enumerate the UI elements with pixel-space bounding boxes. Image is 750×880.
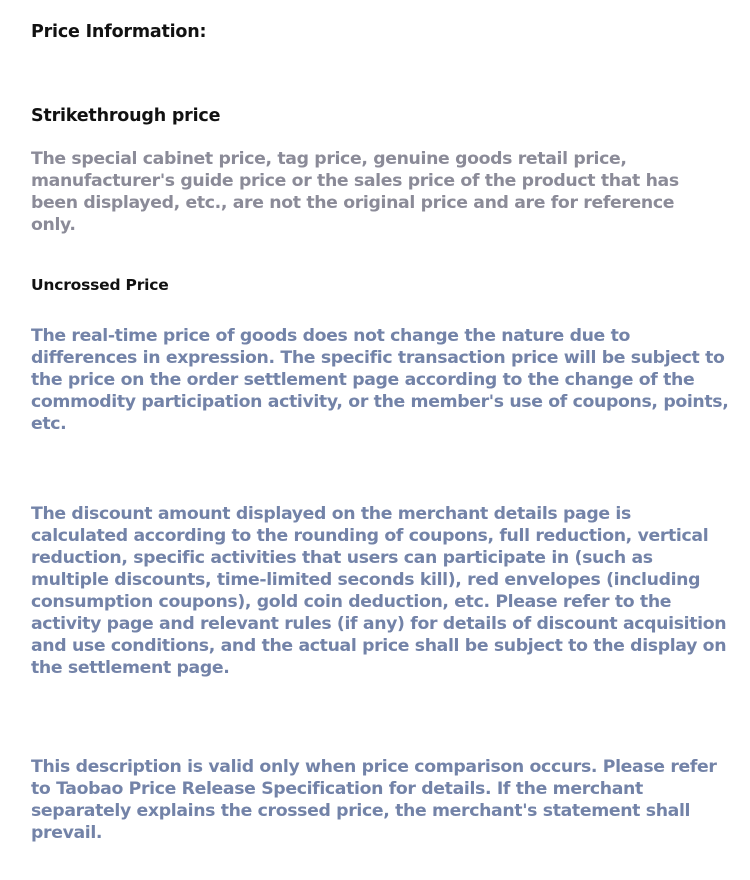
uncrossed-price-description: The real-time price of goods does not change the nature due to differences in expression. The specific transaction price will be subject to the price on the order settlement page according to the change of the commodity participation activity, or the member's use of coupons, points, etc. <box>31 326 729 434</box>
validity-statement: This description is valid only when price comparison occurs. Please refer to Taobao Price Release Specification for details. If the merchant separately explains the crossed price, the merchant's statement shall prevail. <box>31 757 717 843</box>
strikethrough-price-description: The special cabinet price, tag price, genuine goods retail price, manufacturer's guide price or the sales price of the product that has been displayed, etc., are not the original price and are for reference only. <box>31 149 679 235</box>
uncrossed-price-heading: Uncrossed Price <box>31 276 169 294</box>
discount-amount-description: The discount amount displayed on the merchant details page is calculated according to the rounding of coupons, full reduction, vertical reduction, specific activities that users can participate in (such as multiple discounts, time-limited seconds kill), red envelopes (including consumption coupons), gold coin deduction, etc. Please refer to the activity page and relevant rules (if any) for details of discount acquisition and use conditions, and the actual price shall be subject to the display on the settlement page. <box>31 504 727 678</box>
strikethrough-price-heading: Strikethrough price <box>31 106 221 126</box>
page-title: Price Information: <box>31 22 207 42</box>
